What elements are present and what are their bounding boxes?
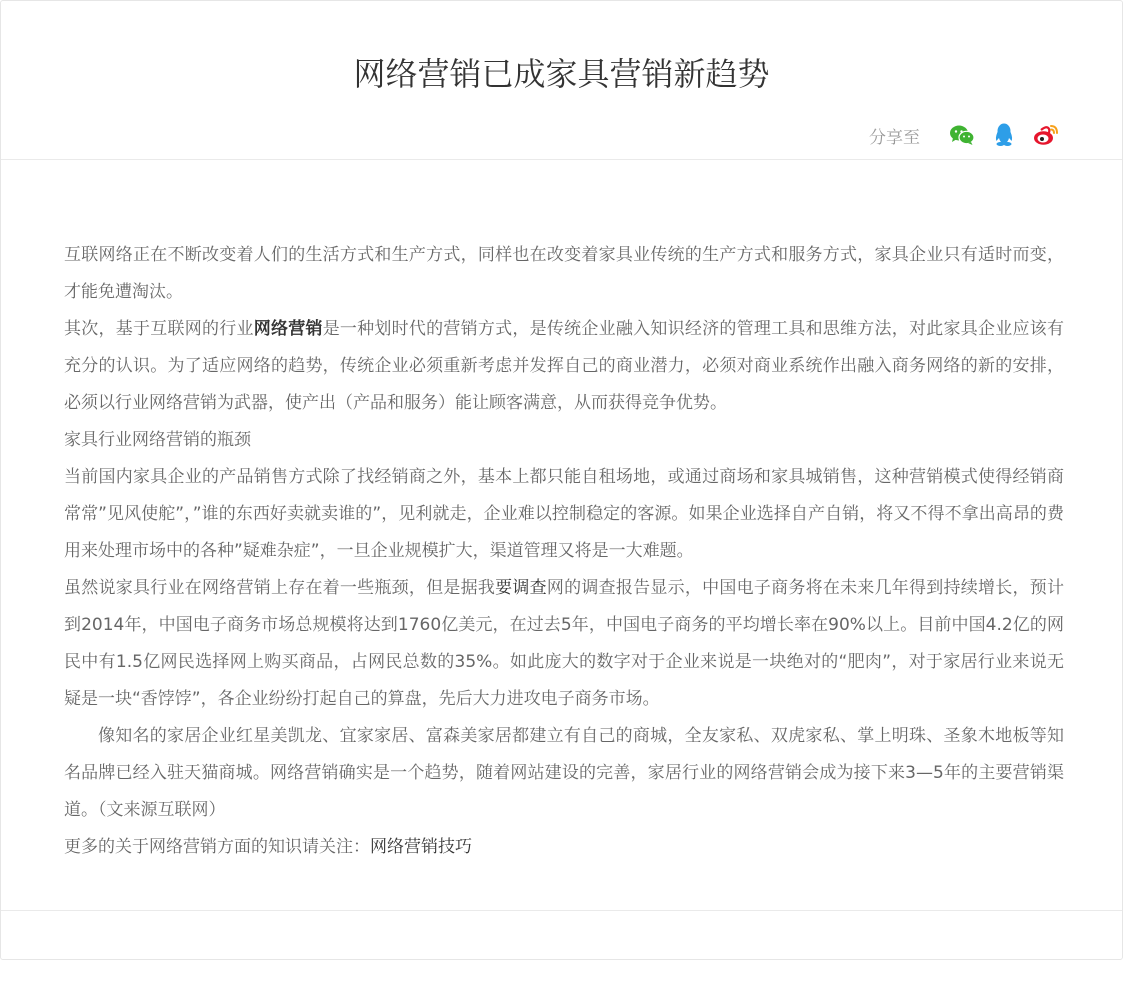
paragraph-bottleneck: 当前国内家具企业的产品销售方式除了找经销商之外，基本上都只能自租场地，或通过商场和家具城销售，这种营销模式使得经销商常常”见风使舵”，”谁的东西好卖就卖谁的”，见利就走，企业难以控制稳定的客源。如果企业选择自产自销，将又不得不拿出高昂的费用来处理市场中的各种”疑难杂症”，一旦企业规模扩大，渠道管理又将是一大难题。 xyxy=(64,467,1064,561)
share-label: 分享至 xyxy=(869,127,920,148)
article-body xyxy=(64,237,1064,866)
article-title: 网络营销已成家具营销新趋势 xyxy=(353,55,770,93)
paragraph-survey xyxy=(64,570,1064,718)
paragraph-intro: 互联网络正在不断改变着人们的生活方式和生产方式，同样也在改变着家具业传统的生产方式和服务方式，家具企业只有适时而变，才能免遭淘汰。 xyxy=(64,245,1064,302)
paragraph-survey-rest: 网的调查报告显示，中国电子商务将在未来几年得到持续增长，预计到2014年，中国电子商务市场总规模将达到1760亿美元，在过去5年，中国电子商务的平均增长率在90%以上。目前中国4.2亿的网民中有1.5亿网民选择网上购买商品，占网民总数的35%。如此庞大的数字对于企业来说是一块绝对的“肥肉”，对于家居行业来说无疑是一块“香饽饽”，各企业纷纷打起自己的算盘，先后大力进攻电子商务市场。 xyxy=(64,578,1065,709)
wechat-icon[interactable] xyxy=(948,121,976,149)
qq-icon[interactable] xyxy=(990,121,1018,149)
paragraph-more xyxy=(64,829,1064,866)
paragraph-second xyxy=(64,311,1064,422)
section-heading: 家具行业网络营销的瓶颈 xyxy=(64,430,251,450)
survey-site-link[interactable]: 要调查 xyxy=(495,578,547,598)
header-divider xyxy=(1,159,1122,160)
marketing-tips-link[interactable]: 网络营销技巧 xyxy=(370,837,472,857)
paragraph-second-start: 其次，基于互联网的行业 xyxy=(64,319,254,339)
paragraph-second-rest: 是一种划时代的营销方式，是传统企业融入知识经济的管理工具和思维方法，对此家具企业应该有充分的认识。为了适应网络的趋势，传统企业必须重新考虑并发挥自己的商业潜力，必须对商业系统作出融入商务网络的新的安排，必须以行业网络营销为武器，使产出（产品和服务）能让顾客满意，从而获得竞争优势。 xyxy=(64,319,1065,413)
paragraph-survey-start: 虽然说家具行业在网络营销上存在着一些瓶颈，但是据我 xyxy=(64,578,496,598)
weibo-icon[interactable] xyxy=(1032,121,1060,149)
more-prefix: 更多的关于网络营销方面的知识请关注： xyxy=(64,837,370,857)
paragraph-brands: 像知名的家居企业红星美凯龙、宜家家居、富森美家居都建立有自己的商城，全友家私、双虎家私、掌上明珠、圣象木地板等知名品牌已经入驻天猫商城。网络营销确实是一个趋势，随着网站建设的完善，家居行业的网络营销会成为接下来3—5年的主要营销渠道。（文来源互联网） xyxy=(64,726,1064,820)
keyword-network-marketing: 网络营销 xyxy=(253,319,323,339)
share-bar xyxy=(869,119,1060,151)
footer-divider xyxy=(1,910,1122,911)
